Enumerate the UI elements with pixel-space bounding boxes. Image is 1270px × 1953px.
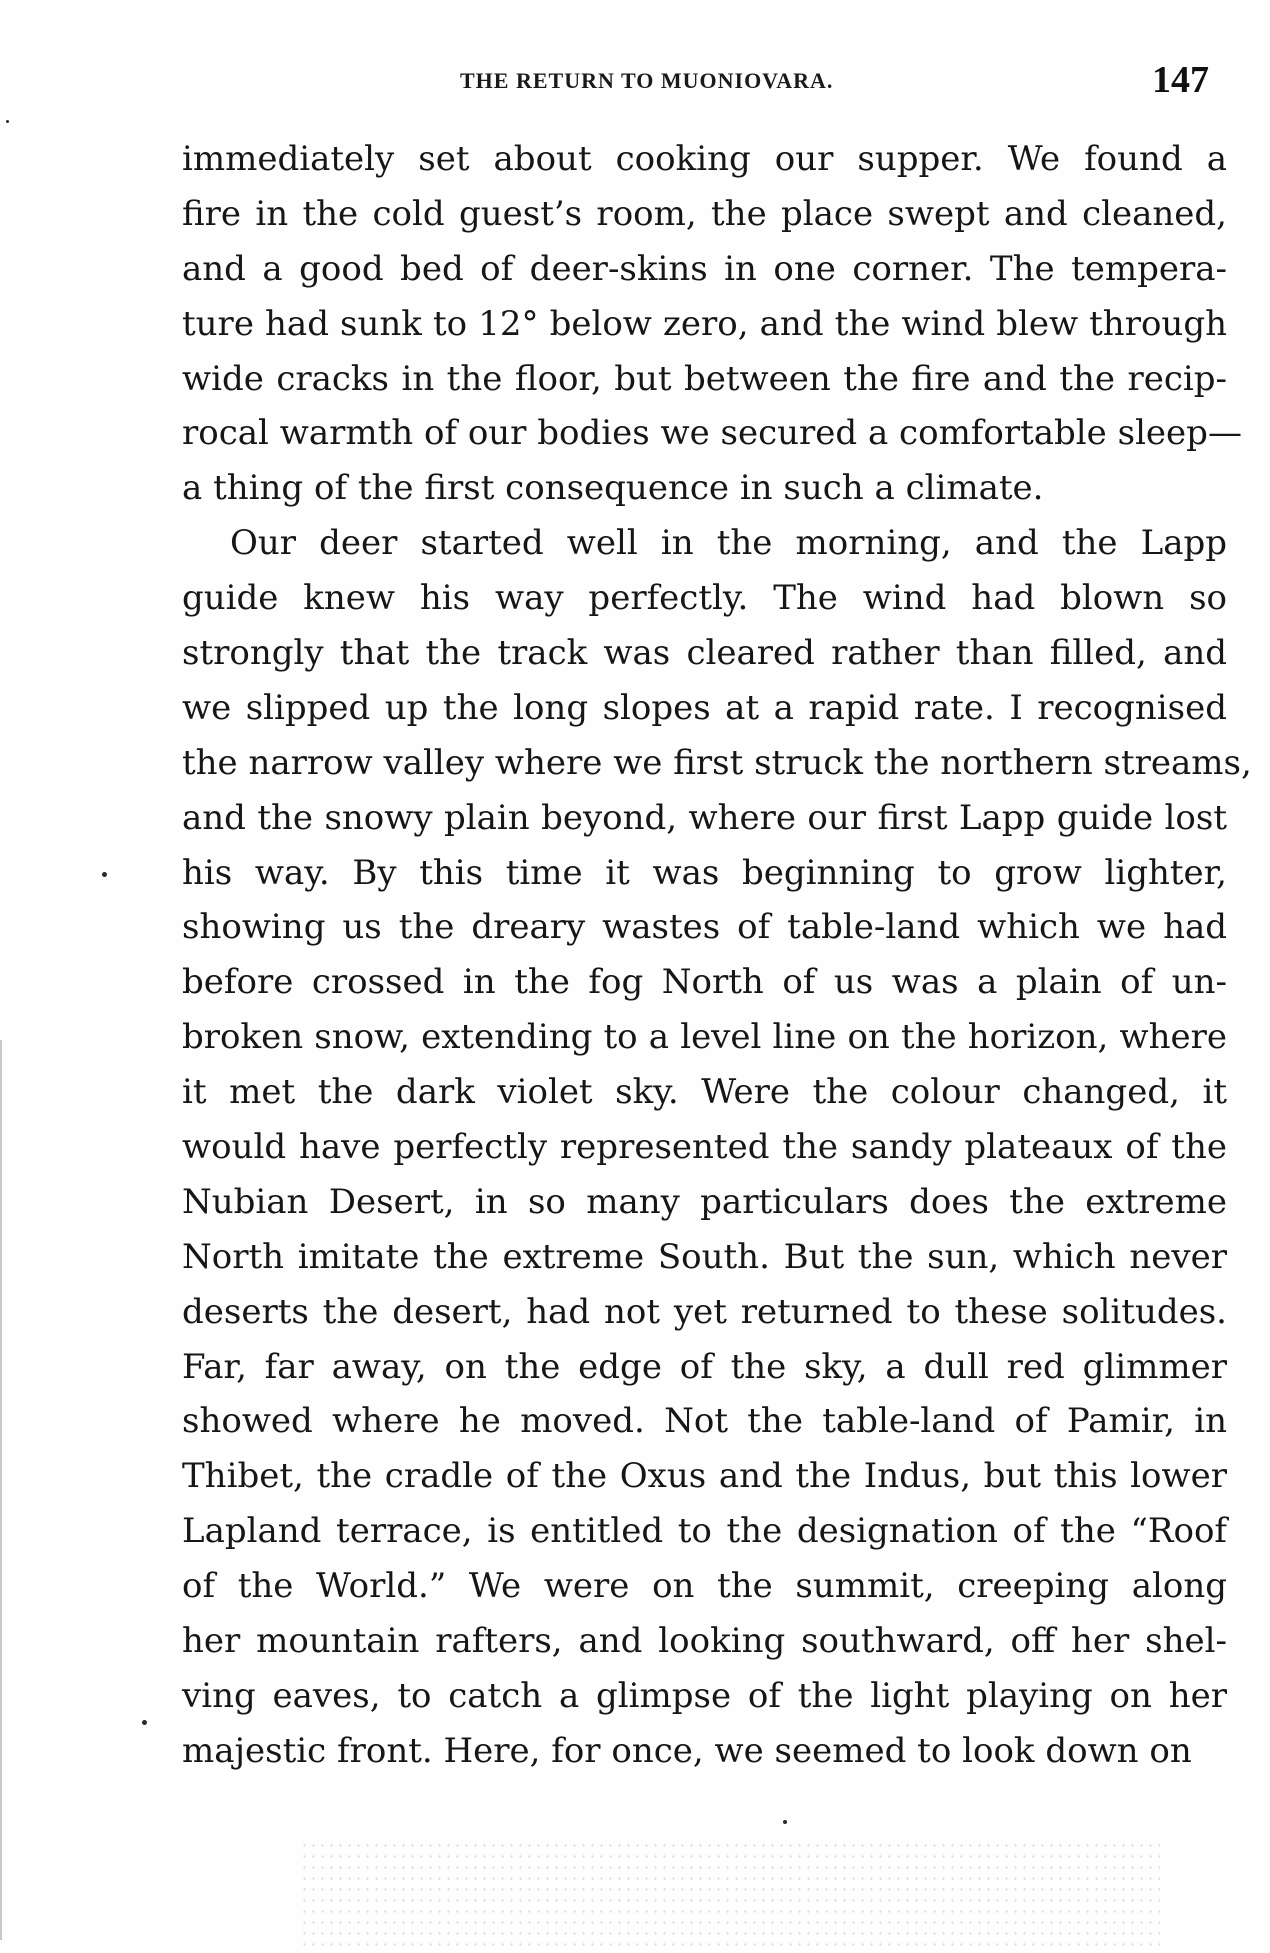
text-line: we slipped up the long slopes at a rapid rate. I recognised	[182, 687, 1227, 728]
page-edge-shadow	[0, 1040, 2, 1940]
text-line: Lapland terrace, is entitled to the designation of the “Roof	[182, 1511, 1227, 1552]
text-line: it met the dark violet sky. Were the colour changed, it	[182, 1072, 1227, 1113]
text-line: North imitate the extreme South. But the sun, which never	[182, 1236, 1227, 1277]
page-header	[182, 58, 1225, 108]
text-line: his way. By this time it was beginning to grow lighter,	[182, 852, 1227, 893]
text-line: her mountain rafters, and looking southward, off her shel-	[182, 1621, 1227, 1662]
text-line: rocal warmth of our bodies we secured a comfortable sleep—	[182, 413, 1242, 454]
ink-speck	[783, 1820, 787, 1824]
text-line: Nubian Desert, in so many particulars does the extreme	[182, 1181, 1227, 1222]
text-line: the narrow valley where we first struck the northern streams,	[182, 742, 1252, 783]
text-line: a thing of the first consequence in such a climate.	[182, 468, 1044, 509]
ink-speck	[6, 120, 9, 123]
text-line: would have perfectly represented the sandy plateaux of the	[182, 1127, 1227, 1168]
scan-noise	[300, 1840, 1160, 1950]
body-text	[182, 132, 1252, 1779]
text-line: broken snow, extending to a level line on the horizon, where	[182, 1017, 1227, 1058]
text-line: showed where he moved. Not the table-land of Pamir, in	[182, 1401, 1227, 1442]
text-line: majestic front. Here, for once, we seemed to look down on	[182, 1730, 1192, 1771]
text-line: ture had sunk to 12° below zero, and the wind blew through	[182, 303, 1227, 344]
text-line: and the snowy plain beyond, where our first Lapp guide lost	[182, 797, 1227, 838]
text-line: and a good bed of deer-skins in one corner. The tempera-	[182, 248, 1227, 289]
page-number: 147	[1152, 59, 1209, 101]
ink-speck	[102, 872, 107, 877]
running-title: THE RETURN TO MUONIOVARA.	[460, 68, 834, 93]
text-line: guide knew his way perfectly. The wind had blown so	[182, 578, 1227, 619]
text-line: before crossed in the fog North of us was a plain of un-	[182, 962, 1227, 1003]
text-line: deserts the desert, had not yet returned to these solitudes.	[182, 1291, 1227, 1332]
text-line: ving eaves, to catch a glimpse of the light playing on her	[182, 1675, 1227, 1716]
text-line: immediately set about cooking our supper. We found a	[182, 139, 1227, 179]
text-line: fire in the cold guest’s room, the place swept and cleaned,	[182, 193, 1227, 234]
text-line: Thibet, the cradle of the Oxus and the Indus, but this lower	[182, 1456, 1227, 1497]
text-line: strongly that the track was cleared rather than filled, and	[182, 633, 1227, 674]
text-line: wide cracks in the floor, but between the fire and the recip-	[182, 358, 1227, 399]
text-line: showing us the dreary wastes of table-land which we had	[182, 907, 1227, 948]
ink-speck	[142, 1720, 147, 1725]
text-line: Far, far away, on the edge of the sky, a dull red glimmer	[182, 1346, 1227, 1387]
text-line: of the World.” We were on the summit, creeping along	[182, 1566, 1227, 1607]
paragraph-first-line: Our deer started well in the morning, and the Lapp	[230, 523, 1227, 564]
